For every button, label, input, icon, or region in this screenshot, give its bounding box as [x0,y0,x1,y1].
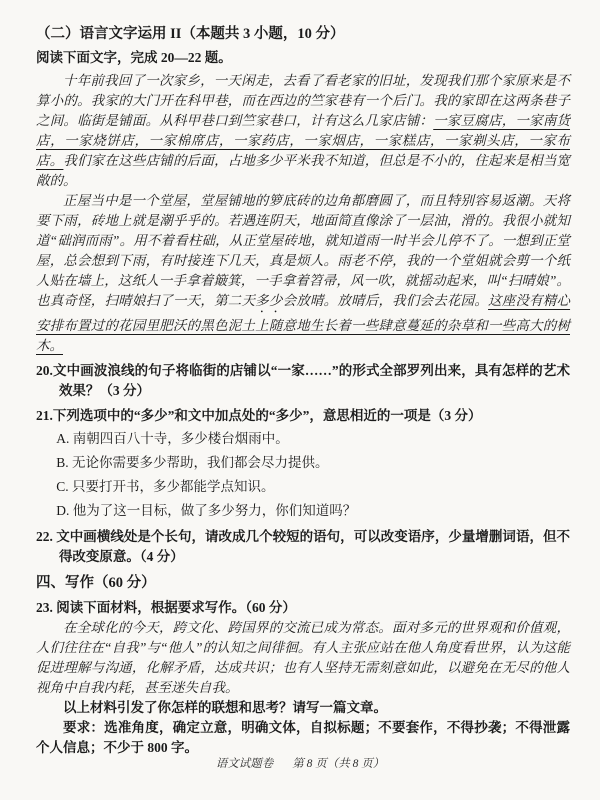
q21-option-d: D. 他为了这一目标，做了多少努力，你们知道吗？ [56,503,357,518]
question-21-stem: 21.下列选项中的“多少”和文中加点处的“多少”，意思相近的一项是（3 分） [36,408,482,423]
q21-option-c: C. 只要打开书，多少都能学点知识。 [56,479,275,494]
reading-instruction: 阅读下面文字，完成 20—22 题。 [36,50,232,65]
section-header: （二）语言文字运用 II（本题共 3 小题，10 分） [36,26,345,42]
section-4-header: 四、写作（60 分） [36,575,156,591]
question-20: 20.文中画波浪线的句子将临街的店铺以“一家……”的形式全部罗列出来，具有怎样的艺术效果？（3 分） [36,363,570,398]
essay-material: 在全球化的今天，跨文化、跨国界的交流已成为常态。面对多元的世界观和价值观，人们往往在“自我”与“他人”的认知之间徘徊。有人主张应站在他人角度看世界，认为这能促进理解与沟通，化解矛盾，达成共识；也有人坚持无需刻意如此，以避免在无尽的他人视角中自我内耗，甚至迷失自我。 [36,620,570,695]
wavy-underlined-text: 一家豆腐店，一家南货店，一家烧饼店，一家棉席店，一家药店，一家烟店，一家糕店，一家剃头店，一家布店。 [36,113,571,168]
passage-paragraph-1 [36,71,570,191]
passage-text: 正屋当中是一个堂屋，堂屋铺地的箩底砖的边角都磨圆了，而且特别容易返潮。天将要下雨，砖地上就是潮乎乎的。若遇连阴天，地面简直像涂了一层油，滑的。我很小就知道“础润而雨”。用不着看柱础，从正堂屋砖地，就知道雨一时半会儿停不了。一想到正堂屋，总会想到下雨，有时接连下几天，真是烦人。雨老不停，我的一个堂姐就会剪一个纸人贴在墙上，这纸人一手拿着簸箕，一手拿着笤帚，风一吹，就摇动起来，叫“扫晴娘”。也真奇怪，扫晴娘扫了一天，第二天 [36,193,570,308]
emphasis-dotted-text: 多少 [255,293,283,308]
q21-option-b: B. 无论你需要多少帮助，我们都会尽力提供。 [56,455,329,470]
page-footer [0,754,600,774]
straight-underlined-text: 这座没有精心安排布置过的花园里肥沃的黑色泥土上随意地生长着一些肆意蔓延的杂草和一些高大的树木。 [36,293,571,353]
passage-paragraph-2 [36,191,570,356]
passage-text: 我们家在这些店铺的后面，占地多少平米我不知道，但总是不小的，住起来是相当宽敞的。 [36,153,571,188]
passage-text: 十年前我回了一次家乡，一天闲走，去看了看老家的旧址，发现我们那个家原来是不算小的。我家的大门开在科甲巷，而在西边的竺家巷有一个后门。我的家即在这两条巷子之间。临街是铺面。从科甲巷口到竺家巷口，计有这么几家店铺： [36,73,570,128]
paper-title: 语文试题卷 [215,758,274,770]
question-22: 22. 文中画横线处是个长句，请改成几个较短的语句，可以改变语序，少量增删词语，但不得改变原意。（4 分） [36,529,570,564]
q21-option-a: A. 南朝四百八十寺，多少楼台烟雨中。 [56,431,289,446]
essay-requirements: 要求：选准角度，确定立意，明确文体，自拟标题；不要套作，不得抄袭；不得泄露个人信息；不少于 800 字。 [36,720,570,755]
page-number: 第 8 页（共 8 页） [292,758,385,770]
passage-text: 会放晴。放晴后，我们会去花园。 [282,293,489,308]
essay-prompt: 以上材料引发了你怎样的联想和思考？请写一篇文章。 [63,700,387,715]
question-23: 23. 阅读下面材料，根据要求写作。（60 分） [36,600,296,615]
